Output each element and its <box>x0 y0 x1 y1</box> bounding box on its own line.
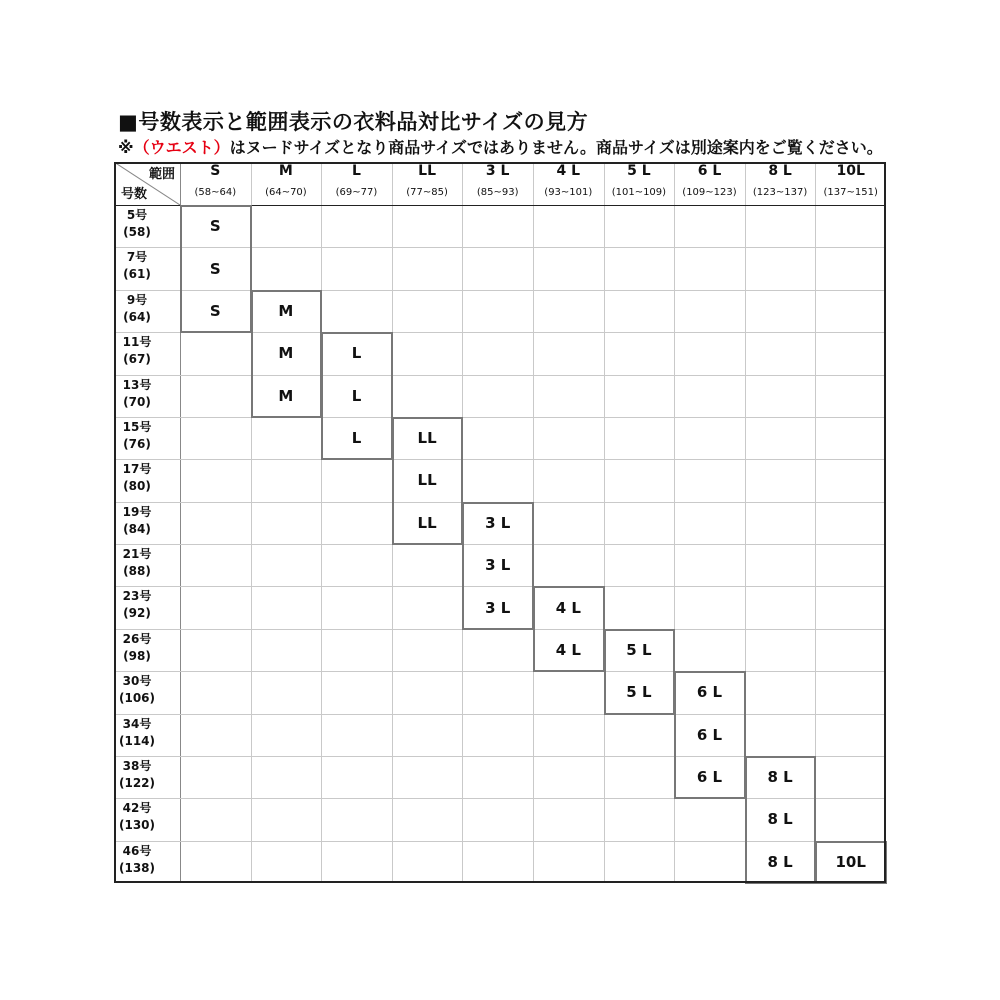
size-cell: M <box>278 344 294 363</box>
size-cell: L <box>351 344 362 363</box>
note-waist-label: （ウエスト） <box>133 138 230 157</box>
size-cell: M <box>278 301 294 320</box>
size-cell: M <box>278 386 294 405</box>
size-cell: 8 L <box>767 768 793 787</box>
size-cell: 3 L <box>485 556 511 575</box>
column-header-range: (101~109) <box>611 187 667 198</box>
column-header-range: (58~64) <box>194 187 237 198</box>
row-label-waist: (84) <box>123 521 151 536</box>
size-cell: 5 L <box>626 640 652 659</box>
size-cell: 8 L <box>767 852 793 871</box>
size-cell: LL <box>417 471 437 490</box>
row-label-waist: (106) <box>118 691 156 706</box>
size-cell: 4 L <box>555 598 581 617</box>
row-label-waist: (138) <box>118 860 156 875</box>
row-label-waist: (130) <box>118 818 156 833</box>
row-label-number: 26号 <box>122 631 152 646</box>
column-header-range: (69~77) <box>335 187 378 198</box>
table-frame <box>114 162 886 883</box>
size-cell: 3 L <box>485 598 511 617</box>
column-header-range: (93~101) <box>544 187 593 198</box>
size-cell: LL <box>417 513 437 532</box>
column-header-size: M <box>278 163 293 179</box>
size-cell: LL <box>417 429 437 448</box>
row-label-waist: (88) <box>123 564 151 578</box>
size-cell: S <box>209 217 221 236</box>
row-label-waist: (92) <box>123 606 151 621</box>
column-header-size: 10L <box>836 163 865 179</box>
column-header-range: (123~137) <box>752 187 808 198</box>
row-label-waist: (70) <box>123 394 151 409</box>
row-label-number: 19号 <box>122 504 152 519</box>
column-header-size: S <box>210 163 221 179</box>
row-label-waist: (80) <box>123 479 151 494</box>
column-header-range: (85~93) <box>476 187 519 198</box>
row-label-number: 30号 <box>122 674 152 689</box>
column-header-range: (64~70) <box>265 187 307 198</box>
row-label-number: 17号 <box>122 462 152 477</box>
column-header-range: (137~151) <box>823 187 878 198</box>
column-header-size: 3 L <box>485 163 510 179</box>
column-header-size: 5 L <box>627 163 651 179</box>
column-header-range: (109~123) <box>682 187 737 198</box>
size-cell: 6 L <box>696 683 723 702</box>
size-cell: 6 L <box>696 768 723 787</box>
size-cell: 10L <box>835 852 866 871</box>
column-header-size: LL <box>418 163 437 179</box>
row-label-number: 34号 <box>122 716 152 731</box>
size-cell: 3 L <box>485 513 511 532</box>
row-label-waist: (64) <box>123 309 151 324</box>
row-label-number: 21号 <box>122 547 152 561</box>
corner-label-range: 範囲 <box>148 167 175 182</box>
column-header-size: 6 L <box>697 163 722 179</box>
row-label-number: 15号 <box>122 419 152 434</box>
note-prefix: ※ <box>118 138 134 157</box>
row-label-number: 11号 <box>122 335 152 350</box>
column-header-size: 8 L <box>768 163 792 179</box>
row-label-number: 13号 <box>122 377 152 392</box>
row-label-number: 23号 <box>122 589 152 604</box>
row-label-waist: (98) <box>123 648 151 663</box>
size-cell: 5 L <box>626 683 652 702</box>
size-cell: S <box>209 301 221 320</box>
row-label-waist: (76) <box>123 436 151 451</box>
row-label-number: 38号 <box>122 758 152 773</box>
size-cell: S <box>209 259 221 278</box>
row-label-waist: (67) <box>123 352 151 367</box>
corner-label-number: 号数 <box>120 187 147 202</box>
row-label-number: 7号 <box>126 250 148 265</box>
row-label-waist: (58) <box>123 225 151 239</box>
note-text: はヌードサイズとなり商品サイズではありません。商品サイズは別途案内をご覧ください。 <box>229 138 883 157</box>
row-label-number: 5号 <box>126 208 148 222</box>
row-label-number: 46号 <box>122 843 152 858</box>
row-label-waist: (61) <box>123 267 151 282</box>
size-cell: 4 L <box>555 640 581 659</box>
row-label-waist: (122) <box>118 775 156 790</box>
column-header-size: 4 L <box>556 163 581 179</box>
size-cell: 8 L <box>767 810 793 829</box>
size-cell: L <box>351 429 362 448</box>
row-label-number: 9号 <box>126 292 148 307</box>
page-title: ■号数表示と範囲表示の衣料品対比サイズの見方 <box>118 110 589 134</box>
row-label-number: 42号 <box>122 801 152 816</box>
column-header-range: (77~85) <box>406 187 448 198</box>
size-cell: 6 L <box>696 725 723 744</box>
size-cell: L <box>351 386 362 405</box>
row-label-waist: (114) <box>118 733 156 748</box>
column-header-size: L <box>352 163 361 179</box>
